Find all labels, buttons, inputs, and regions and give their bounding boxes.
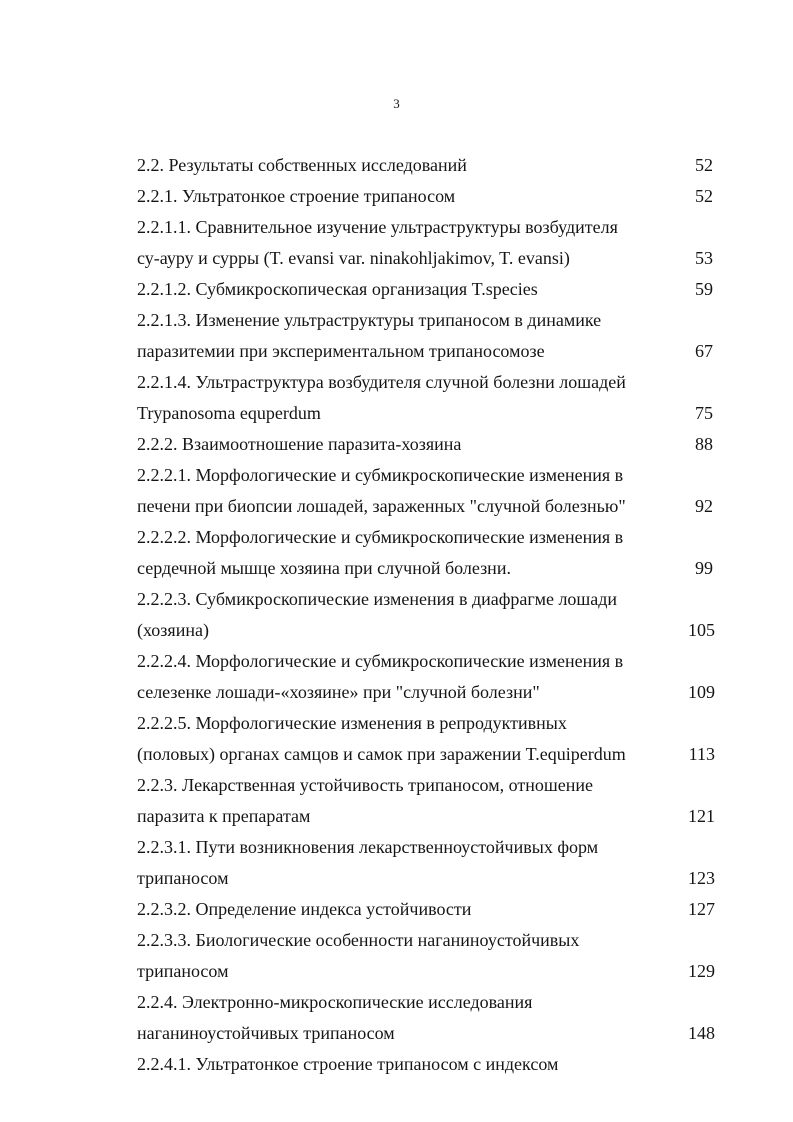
toc-entry (0, 646, 793, 677)
toc-entry (0, 274, 793, 305)
toc-entry-text: (хозяина) (137, 620, 209, 640)
toc-entry-text: 2.2.2.2. Морфологические и субмикроскопические изменения в (137, 527, 624, 547)
toc-entry (0, 708, 793, 739)
toc-entry-page: 52 (695, 186, 713, 206)
page-number: 3 (393, 96, 400, 111)
toc-entry-text: трипаносом (137, 868, 229, 888)
toc-entry-text: 2.2.4. Электронно-микроскопические исследования (137, 992, 533, 1012)
toc-entry-text: 2.2. Результаты собственных исследований (137, 155, 467, 175)
toc-entry-page: 67 (695, 341, 713, 361)
toc-entry (0, 677, 793, 708)
toc-entry-text: паразитемии при экспериментальном трипаносомозе (137, 341, 545, 361)
toc-entry (0, 243, 793, 274)
toc-entry-page: 75 (695, 403, 713, 423)
toc-entry-page: 88 (695, 434, 713, 454)
toc-entry-text: 2.2.2.5. Морфологические изменения в репродуктивных (137, 713, 567, 733)
toc-entry-page: 113 (688, 744, 715, 764)
toc-entry-text: трипаносом (137, 961, 229, 981)
toc-entry (0, 1018, 793, 1049)
toc-entry-text: 2.2.1.3. Изменение ультраструктуры трипаносом в динамике (137, 310, 602, 330)
toc-entry (0, 801, 793, 832)
toc-entry-text: 2.2.3.3. Биологические особенности наганиноустойчивых (137, 930, 580, 950)
toc-entry (0, 150, 793, 181)
toc-entry (0, 491, 793, 522)
toc-entry-text: Trypanosoma equperdum (137, 403, 321, 423)
toc-entry (0, 987, 793, 1018)
toc-entry (0, 739, 793, 770)
toc-entry-page: 148 (688, 1023, 715, 1043)
toc-entry (0, 615, 793, 646)
toc-entry-text: паразита к препаратам (137, 806, 311, 826)
toc-entry-page: 99 (695, 558, 713, 578)
toc-entry (0, 925, 793, 956)
toc-entry (0, 460, 793, 491)
toc-entry-text: су-ауру и сурры (T. evansi var. ninakohljakimov, T. evansi) (137, 248, 570, 268)
toc-entry-text: 2.2.1. Ультратонкое строение трипаносом (137, 186, 456, 206)
toc-entry (0, 863, 793, 894)
toc-entry-page: 105 (688, 620, 715, 640)
toc-entry (0, 305, 793, 336)
toc-entry-text: 2.2.4.1. Ультратонкое строение трипаносом с индексом (137, 1054, 559, 1074)
toc-entry (0, 584, 793, 615)
toc-entry (0, 770, 793, 801)
toc-entry (0, 832, 793, 863)
toc-entry-text: 2.2.2.1. Морфологические и субмикроскопические изменения в (137, 465, 624, 485)
toc-entry-text: наганиноустойчивых трипаносом (137, 1023, 395, 1043)
toc-entry-page: 123 (688, 868, 715, 888)
toc-entry-text: (половых) органах самцов и самок при заражении T.equiperdum (137, 744, 626, 764)
toc-entry-text: 2.2.3. Лекарственная устойчивость трипаносом, отношение (137, 775, 593, 795)
toc-entry-page: 121 (688, 806, 715, 826)
toc-entry (0, 429, 793, 460)
toc-entry-text: 2.2.1.4. Ультраструктура возбудителя случной болезни лошадей (137, 372, 626, 392)
toc-entry-text: 2.2.3.2. Определение индекса устойчивости (137, 899, 472, 919)
toc-entry-text: 2.2.1.1. Сравнительное изучение ультраструктуры возбудителя (137, 217, 618, 237)
toc-entry-page: 127 (688, 899, 715, 919)
toc-entry (0, 956, 793, 987)
toc-entry-page: 92 (695, 496, 713, 516)
toc-entry (0, 367, 793, 398)
toc-entry-text: 2.2.1.2. Субмикроскопическая организация T.species (137, 279, 538, 299)
toc-entry (0, 1049, 793, 1080)
toc-entry (0, 181, 793, 212)
table-of-contents (0, 150, 793, 1080)
toc-entry (0, 553, 793, 584)
toc-entry-page: 53 (695, 248, 713, 268)
toc-entry-page: 52 (695, 155, 713, 175)
toc-entry-page: 129 (688, 961, 715, 981)
toc-entry (0, 212, 793, 243)
toc-entry-page: 109 (688, 682, 715, 702)
toc-entry (0, 398, 793, 429)
toc-entry (0, 336, 793, 367)
toc-entry-text: сердечной мышце хозяина при случной болезни. (137, 558, 511, 578)
toc-entry-page: 59 (695, 279, 713, 299)
toc-entry-text: печени при биопсии лошадей, зараженных "случной болезнью" (137, 496, 626, 516)
toc-entry (0, 894, 793, 925)
toc-entry-text: 2.2.3.1. Пути возникновения лекарственноустойчивых форм (137, 837, 599, 857)
toc-entry (0, 522, 793, 553)
toc-entry-text: селезенке лошади-«хозяине» при "случной болезни" (137, 682, 540, 702)
toc-entry-text: 2.2.2.4. Морфологические и субмикроскопические изменения в (137, 651, 624, 671)
toc-entry-text: 2.2.2. Взаимоотношение паразита-хозяина (137, 434, 462, 454)
toc-entry-text: 2.2.2.3. Субмикроскопические изменения в диафрагме лошади (137, 589, 618, 609)
